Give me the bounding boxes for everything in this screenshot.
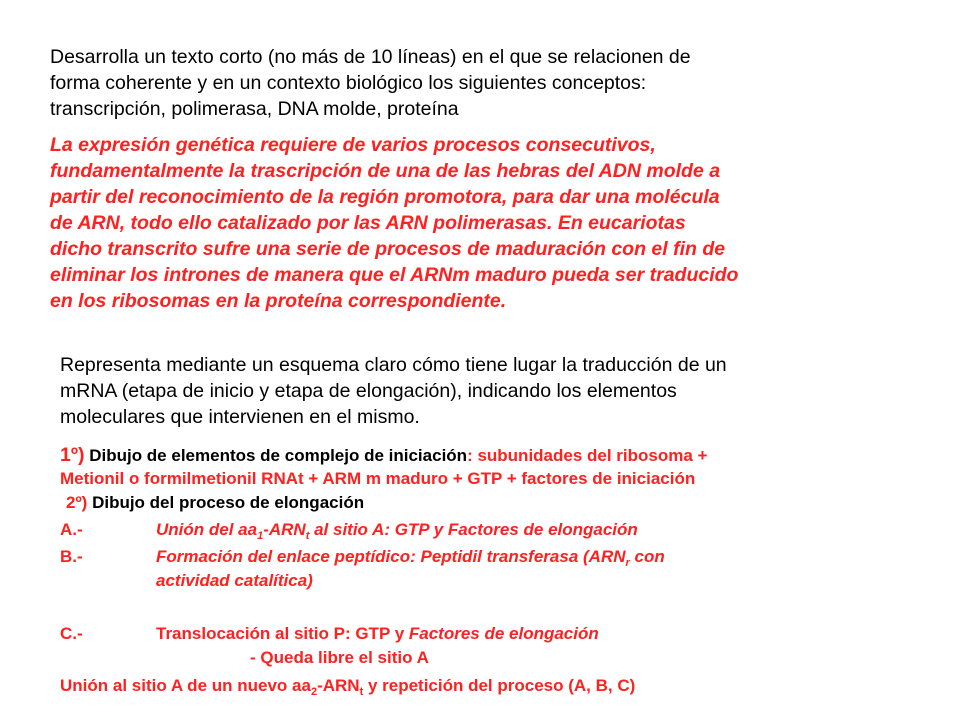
item-b-label: B.- — [60, 547, 83, 566]
item-a-sub: 1 — [257, 530, 264, 542]
step-2-heading — [66, 492, 364, 514]
question-1-line: transcripción, polimerasa, DNA molde, proteína — [50, 98, 459, 120]
answer-1-line: partir del reconocimiento de la región promotora, para dar una molécula — [50, 186, 720, 208]
question-2-line: mRNA (etapa de inicio y etapa de elongación), indicando los elementos — [60, 380, 677, 402]
step-1-number: 1º) — [60, 444, 85, 466]
answer-1-line: en los ribosomas en la proteína correspondiente. — [50, 290, 507, 312]
item-c-text: Translocación al sitio P: GTP y — [156, 624, 409, 643]
step-1-line-2: Metionil o formilmetionil RNAt + ARM m maduro + GTP + factores de iniciación — [60, 469, 696, 488]
question-1 — [50, 44, 930, 122]
item-a — [60, 519, 638, 541]
item-a-sub-2: t — [305, 530, 310, 542]
final-text: Unión al sitio A de un nuevo aa — [60, 676, 311, 695]
item-b-text-end: con — [629, 547, 665, 566]
question-2-line: moleculares que intervienen en el mismo. — [60, 406, 420, 428]
item-a-text: Unión del aa — [156, 520, 258, 539]
final-sub: 2 — [310, 686, 318, 698]
item-c-line-2: - Queda libre el sitio A — [250, 648, 429, 667]
answer-1 — [50, 132, 930, 314]
question-1-line: Desarrolla un texto corto (no más de 10 líneas) en el que se relacionen de — [50, 46, 691, 68]
item-b-sub: r — [625, 557, 630, 569]
question-2 — [60, 352, 920, 430]
question-1-line: forma coherente y en un contexto biológico los siguientes conceptos: — [50, 72, 647, 94]
step-1-heading — [60, 444, 707, 467]
final-line — [60, 675, 635, 697]
item-c — [60, 623, 599, 645]
item-b-line-2: actividad catalítica) — [156, 571, 313, 590]
step-2-title: Dibujo del proceso de elongación — [92, 493, 365, 512]
answer-1-line: eliminar los intrones de manera que el ARNm maduro pueda ser traducido — [50, 264, 739, 286]
item-c-label: C.- — [60, 624, 83, 643]
question-2-line: Representa mediante un esquema claro cómo tiene lugar la traducción de un — [60, 354, 727, 376]
answer-1-line: La expresión genética requiere de varios procesos consecutivos, — [50, 134, 656, 156]
step-1-title: Dibujo de elementos de complejo de iniciación — [89, 446, 468, 465]
item-a-text-end: al sitio A: GTP y Factores de elongación — [309, 520, 638, 539]
final-text-mid: -ARN — [317, 676, 360, 695]
final-sub-2: t — [359, 686, 364, 698]
answer-1-line: fundamentalmente la trascripción de una de las hebras del ADN molde a — [50, 160, 721, 182]
item-b — [60, 546, 665, 568]
step-2-number: 2º) — [66, 493, 88, 512]
item-a-label: A.- — [60, 520, 83, 539]
item-b-text: Formación del enlace peptídico: Peptidil transferasa (ARN — [156, 547, 626, 566]
final-text-end: y repetición del proceso (A, B, C) — [363, 676, 636, 695]
answer-1-line: dicho transcrito sufre una serie de procesos de maduración con el fin de — [50, 238, 726, 260]
item-a-text-mid: -ARN — [263, 520, 306, 539]
item-c-text-italic: Factores de elongación — [408, 624, 599, 643]
answer-1-line: de ARN, todo ello catalizado por las ARN polimerasas. En eucariotas — [50, 212, 686, 234]
step-1-detail: : subunidades del ribosoma + — [467, 446, 708, 465]
